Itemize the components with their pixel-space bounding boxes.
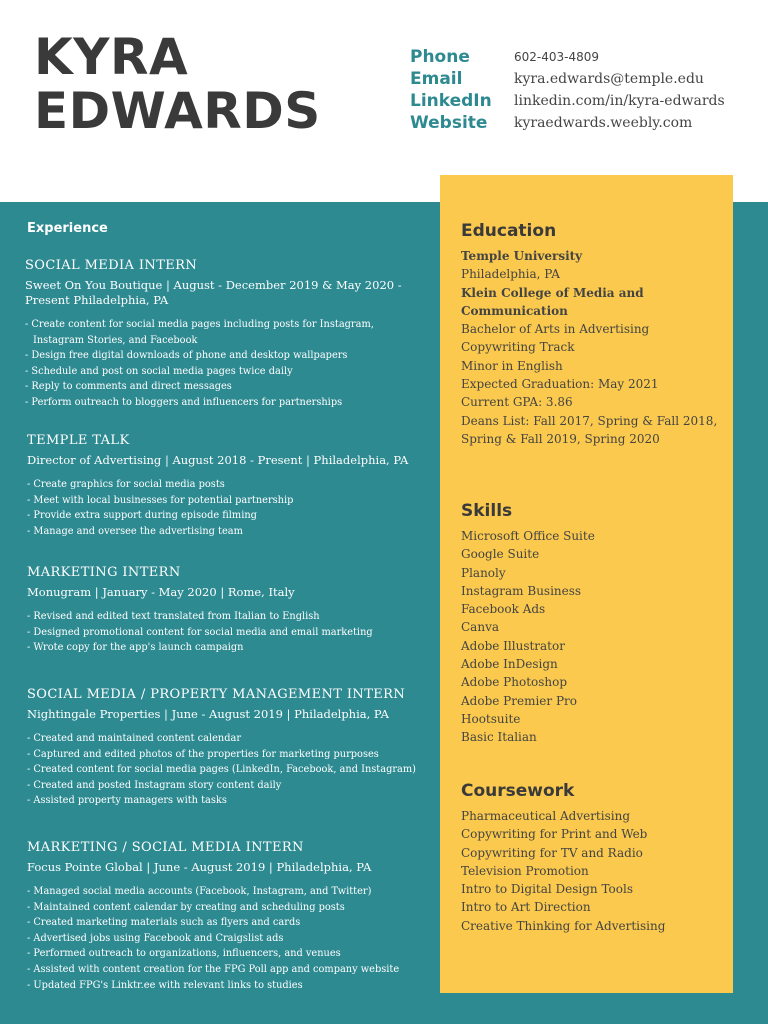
job-bullets: [27, 884, 439, 993]
job-bullet: - Assisted property managers with tasks: [27, 795, 227, 807]
linkedin-label: LinkedIn: [410, 91, 492, 111]
experience-heading: Experience: [27, 221, 108, 236]
course-item: Pharmaceutical Advertising: [461, 809, 630, 823]
job-bullet: - Provide extra support during episode filming: [27, 510, 257, 522]
job-entry: [27, 687, 439, 809]
job-bullet: - Designed promotional content for social media and email marketing: [27, 626, 373, 638]
job-bullets: [25, 317, 437, 411]
education-line: Minor in English: [461, 358, 563, 373]
course-item: Intro to Art Direction: [461, 900, 591, 915]
job-bullets: [27, 731, 439, 809]
skill-item: Adobe Photoshop: [461, 675, 568, 690]
job-bullet: - Created and posted Instagram story content daily: [27, 779, 282, 791]
job-meta: [25, 278, 437, 308]
job-meta-line: Nightingale Properties | June - August 2019 | Philadelphia, PA: [27, 707, 389, 721]
job-bullet: - Meet with local businesses for potential partnership: [27, 494, 294, 506]
skills-heading: Skills: [461, 501, 513, 521]
job-bullet: - Revised and edited text translated from Italian to English: [27, 611, 320, 622]
education-line: Philadelphia, PA: [461, 267, 560, 282]
phone-label: Phone: [410, 47, 470, 67]
education-section: [461, 221, 723, 448]
coursework-list: [461, 807, 723, 935]
job-meta-line: Monugram | January - May 2020 | Rome, Italy: [27, 585, 295, 599]
job-bullet: - Created and maintained content calendar: [27, 733, 242, 744]
skill-item: Canva: [461, 620, 499, 635]
course-item: Copywriting for TV and Radio: [461, 845, 643, 860]
job-bullet: Instagram Stories, and Facebook: [33, 334, 198, 346]
job-title: SOCIAL MEDIA INTERN: [25, 258, 198, 273]
course-item: Copywriting for Print and Web: [461, 827, 648, 842]
course-item: Television Promotion: [461, 863, 589, 878]
skill-item: Basic Italian: [461, 730, 537, 745]
linkedin-value[interactable]: linkedin.com/in/kyra-edwards: [514, 93, 725, 109]
skill-item: Google Suite: [461, 547, 540, 562]
job-meta: [27, 453, 439, 468]
job-meta-line: Present Philadelphia, PA: [25, 293, 169, 307]
college-name: Klein College of Media and: [461, 285, 644, 300]
job-meta-line: Director of Advertising | August 2018 - Present | Philadelphia, PA: [27, 453, 409, 467]
phone-value[interactable]: 602-403-4809: [514, 50, 600, 64]
university-name: Temple University: [461, 249, 583, 263]
website-value[interactable]: kyraedwards.weebly.com: [514, 115, 693, 131]
job-entry: [27, 840, 439, 993]
education-line: Spring & Fall 2019, Spring 2020: [461, 431, 660, 446]
job-bullet: - Captured and edited photos of the properties for marketing purposes: [27, 748, 379, 760]
job-entry: [25, 258, 437, 411]
job-title: MARKETING INTERN: [27, 565, 181, 580]
job-bullet: - Assisted with content creation for the FPG Poll app and company website: [27, 963, 400, 975]
job-meta: [27, 585, 439, 600]
job-bullet: - Manage and oversee the advertising team: [27, 525, 243, 537]
job-meta-line: Sweet On You Boutique | August - December 2019 & May 2020 -: [25, 278, 402, 292]
skills-list: [461, 527, 723, 747]
skill-item: Hootsuite: [461, 711, 521, 726]
skill-item: Adobe InDesign: [461, 657, 558, 672]
education-line: Copywriting Track: [461, 340, 575, 355]
job-entry: [27, 433, 439, 539]
job-bullets: [27, 477, 439, 539]
college-name: Communication: [461, 303, 568, 318]
job-bullet: - Schedule and post on social media pages twice daily: [25, 365, 293, 377]
website-label: Website: [410, 113, 488, 133]
skill-item: Planoly: [461, 565, 506, 580]
skill-item: Adobe Premier Pro: [461, 693, 577, 708]
education-line: Bachelor of Arts in Advertising: [461, 322, 650, 337]
course-item: Intro to Digital Design Tools: [461, 882, 633, 897]
job-bullet: - Managed social media accounts (Facebook, Instagram, and Twitter): [27, 886, 372, 897]
job-bullet: - Created content for social media pages (LinkedIn, Facebook, and Instagram): [27, 764, 416, 776]
job-bullet: - Create content for social media pages including posts for Instagram,: [25, 319, 374, 330]
education-line: Expected Graduation: May 2021: [461, 377, 659, 392]
skill-item: Facebook Ads: [461, 602, 546, 617]
job-title: SOCIAL MEDIA / PROPERTY MANAGEMENT INTERN: [27, 687, 406, 702]
education-details: [461, 247, 723, 448]
skills-section: [461, 501, 723, 747]
email-label: Email: [410, 69, 463, 89]
job-bullet: - Reply to comments and direct messages: [25, 381, 232, 393]
education-heading: Education: [461, 221, 557, 241]
contact-labels: [410, 46, 492, 134]
skill-item: Adobe Illustrator: [461, 638, 565, 653]
coursework-section: [461, 781, 723, 935]
coursework-heading: Coursework: [461, 781, 575, 801]
job-bullet: - Wrote copy for the app's launch campaign: [27, 642, 244, 654]
first-name: KYRA: [34, 28, 189, 86]
last-name: EDWARDS: [34, 82, 321, 140]
job-bullet: - Updated FPG's Linktr.ee with relevant links to studies: [27, 979, 303, 991]
education-line: Deans List: Fall 2017, Spring & Fall 2018,: [461, 413, 718, 428]
job-title: TEMPLE TALK: [27, 433, 130, 448]
skill-item: Instagram Business: [461, 583, 582, 598]
candidate-name: [34, 30, 321, 138]
job-meta-line: Focus Pointe Global | June - August 2019 | Philadelphia, PA: [27, 860, 372, 874]
education-line: Current GPA: 3.86: [461, 395, 573, 410]
contact-values: [514, 46, 725, 134]
job-entry: [27, 565, 439, 656]
job-bullet: - Advertised jobs using Facebook and Craigslist ads: [27, 932, 284, 944]
job-bullets: [27, 609, 439, 656]
job-bullet: - Perform outreach to bloggers and influencers for partnerships: [25, 396, 343, 408]
job-bullet: - Performed outreach to organizations, influencers, and venues: [27, 948, 341, 960]
email-value[interactable]: kyra.edwards@temple.edu: [514, 71, 704, 87]
job-bullet: - Created marketing materials such as flyers and cards: [27, 917, 301, 929]
job-meta: [27, 860, 439, 875]
job-bullet: - Create graphics for social media posts: [27, 479, 225, 490]
job-meta: [27, 707, 439, 722]
job-title: MARKETING / SOCIAL MEDIA INTERN: [27, 840, 304, 855]
job-bullet: - Maintained content calendar by creating and scheduling posts: [27, 901, 345, 913]
skill-item: Microsoft Office Suite: [461, 529, 595, 543]
job-bullet: - Design free digital downloads of phone and desktop wallpapers: [25, 350, 348, 362]
course-item: Creative Thinking for Advertising: [461, 918, 666, 933]
